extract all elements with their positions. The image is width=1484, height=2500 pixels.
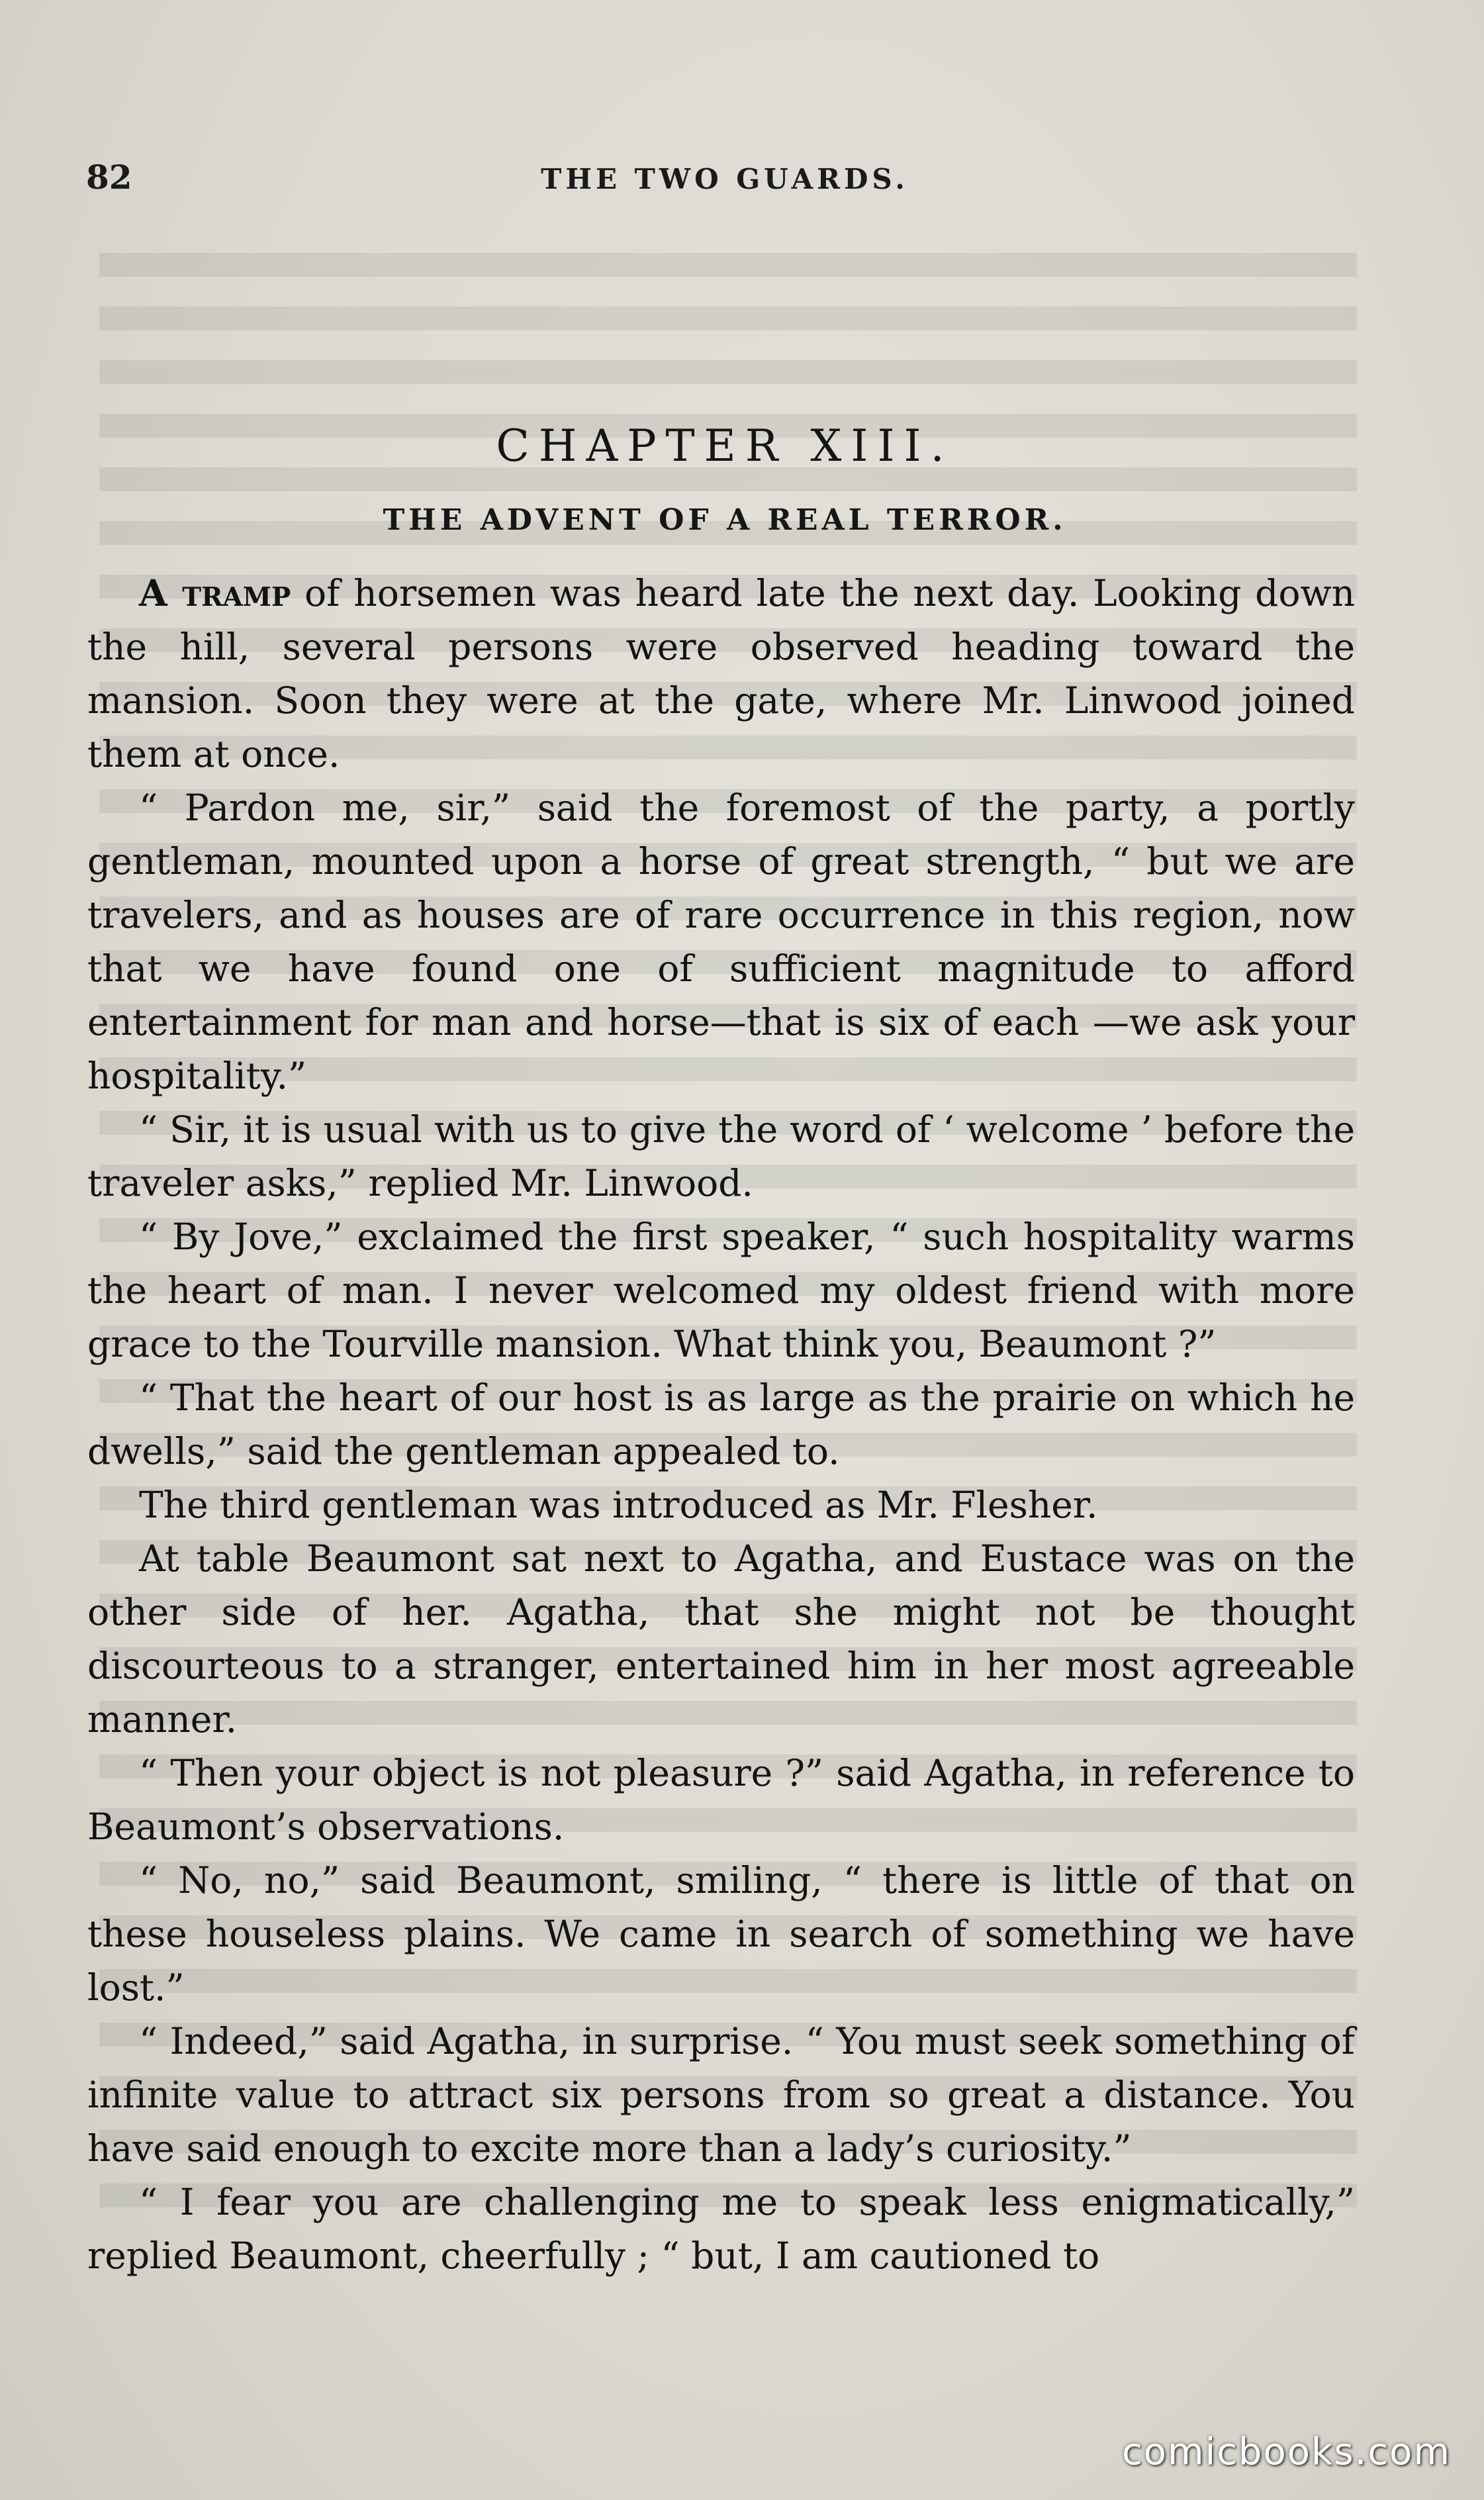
paragraph: “ Indeed,” said Agatha, in surprise. “ You must seek something of infinite value to attract six persons from so great a distance. You have said enough to excite more than a lady’s curiosity.”: [87, 2020, 1355, 2170]
paragraph: At table Beaumont sat next to Agatha, and Eustace was on the other side of her. Agatha, that she might not be thought discourteous to a stranger, entertained him in her most agreeable manner.: [87, 1537, 1355, 1741]
body-text: [87, 566, 1355, 2283]
chapter-subtitle: THE ADVENT OF A REAL TERROR.: [383, 503, 1067, 537]
paragraph: “ No, no,” said Beaumont, smiling, “ there is little of that on these houseless plains. We came in search of something we have lost.”: [87, 1859, 1355, 2009]
paragraph: “ Pardon me, sir,” said the foremost of the party, a portly gentleman, mounted upon a horse of great strength, “ but we are travelers, and as houses are of rare occurrence in this region, now that we have found one of sufficient magnitude to afford entertainment for man and horse—that is six of each —we ask your hospitality.”: [87, 787, 1355, 1097]
page-header: [86, 158, 1364, 204]
paragraph-lead: A tramp: [139, 571, 291, 614]
paragraph: “ I fear you are challenging me to speak less enigmatically,” replied Beaumont, cheerfully ; “ but, I am cautioned to: [87, 2181, 1355, 2277]
page-number: 82: [86, 158, 132, 197]
paragraph-text: of horsemen was heard late the next day. Looking down the hill, several persons were observed heading toward the mansion. Soon they were at the gate, where Mr. Linwood joined them at once.: [87, 572, 1355, 775]
paragraph: “ Then your object is not pleasure ?” said Agatha, in reference to Beaumont’s observations.: [87, 1752, 1355, 1848]
chapter-title: CHAPTER XIII.: [496, 420, 954, 471]
paragraph: [87, 566, 1355, 781]
watermark: comicbooks.com: [1121, 2430, 1451, 2474]
running-head: THE TWO GUARDS.: [541, 163, 909, 195]
paragraph: The third gentleman was introduced as Mr. Flesher.: [139, 1484, 1098, 1526]
paragraph: “ That the heart of our host is as large as the prairie on which he dwells,” said the gentleman appealed to.: [87, 1376, 1355, 1472]
paragraph: “ By Jove,” exclaimed the first speaker, “ such hospitality warms the heart of man. I never welcomed my oldest friend with more grace to the Tourville mansion. What think you, Beaumont ?”: [87, 1216, 1355, 1365]
paragraph: “ Sir, it is usual with us to give the word of ‘ welcome ’ before the traveler asks,” replied Mr. Linwood.: [87, 1108, 1355, 1204]
